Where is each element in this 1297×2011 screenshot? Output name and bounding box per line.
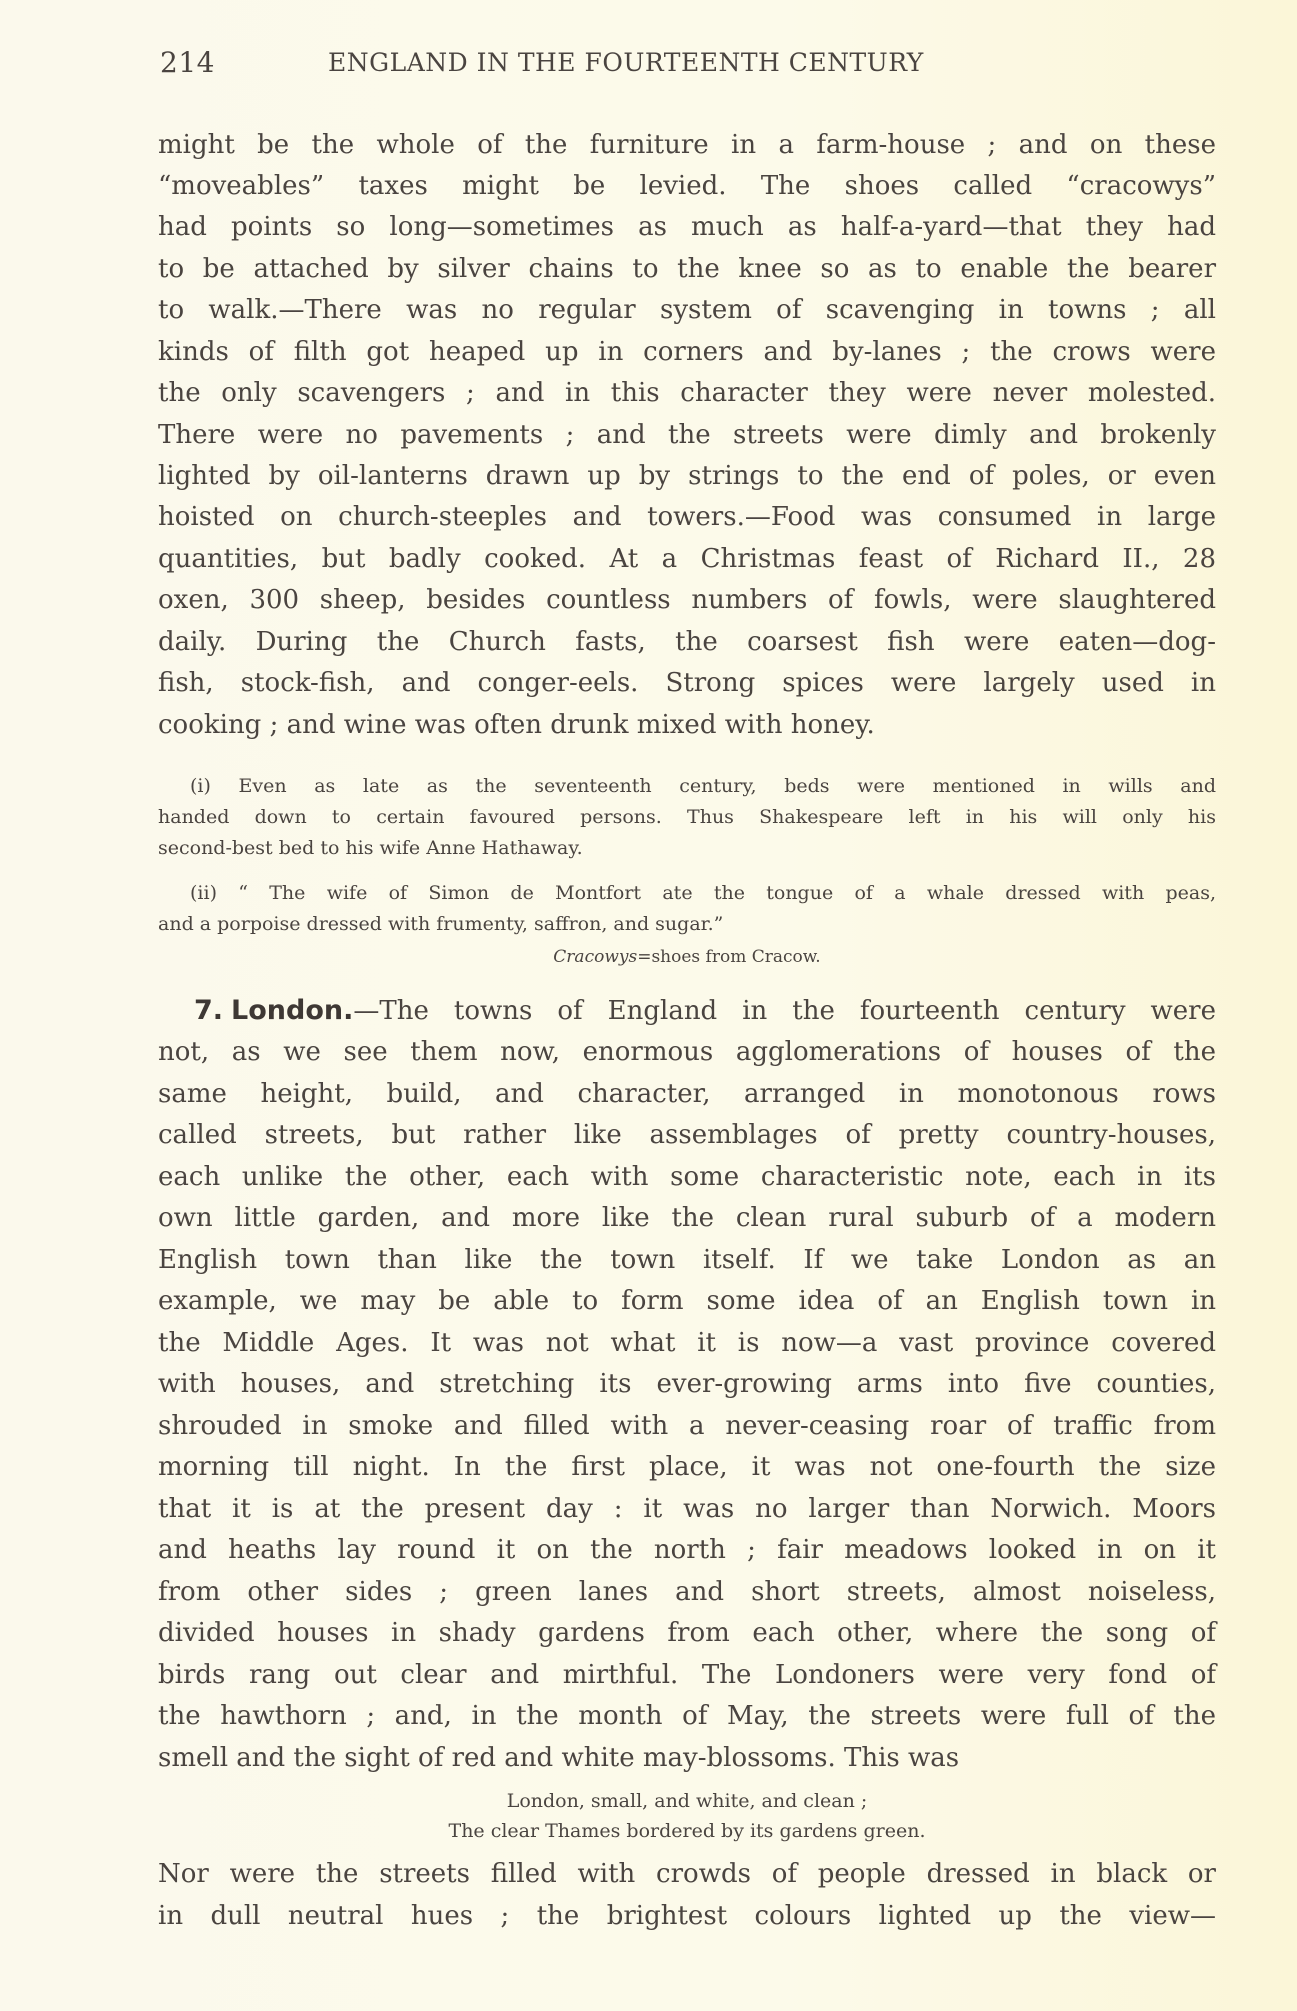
glossary-definition: =shoes from Cracow. <box>637 947 821 967</box>
section-first-line <box>158 994 1216 1028</box>
footnote-line: (ii) “ The wife of Simon de Montfort ate the tongue of a whale dressed with peas, <box>190 882 1216 904</box>
text-line: called streets, but rather like assemblages of pretty country-houses, <box>158 1120 1216 1150</box>
running-title: ENGLAND IN THE FOURTEENTH CENTURY <box>328 48 924 77</box>
text-line: from other sides ; green lanes and short streets, almost noiseless, <box>158 1577 1216 1607</box>
page-number: 214 <box>160 46 215 79</box>
text-line: same height, build, and character, arranged in monotonous rows <box>158 1079 1216 1109</box>
text-line: smell and the sight of red and white may-blossoms. This was <box>158 1743 960 1773</box>
section-number: 7. <box>194 995 224 1026</box>
text-line: each unlike the other, each with some characteristic note, each in its <box>158 1162 1216 1192</box>
footnote-line: second-best bed to his wife Anne Hathaway. <box>158 837 583 859</box>
text-span: —The towns of England in the fourteenth century were <box>353 996 1216 1026</box>
text-line: birds rang out clear and mirthful. The Londoners were very fond of <box>158 1660 1216 1690</box>
footnote-line: handed down to certain favoured persons. Thus Shakespeare left in his will only his <box>158 806 1216 828</box>
text-line: daily. During the Church fasts, the coarsest fish were eaten—dog- <box>158 627 1216 657</box>
text-line: shrouded in smoke and filled with a never-ceasing roar of traffic from <box>158 1411 1216 1441</box>
text-line: example, we may be able to form some idea of an English town in <box>158 1286 1216 1316</box>
text-line: lighted by oil-lanterns drawn up by strings to the end of poles, or even <box>158 461 1216 491</box>
text-line: quantities, but badly cooked. At a Christmas feast of Richard II., 28 <box>158 544 1216 574</box>
text-line: own little garden, and more like the clean rural suburb of a modern <box>158 1203 1216 1233</box>
text-line: hoisted on church-steeples and towers.—Food was consumed in large <box>158 502 1216 532</box>
glossary-note <box>158 945 1216 969</box>
text-line: with houses, and stretching its ever-growing arms into five counties, <box>158 1369 1216 1399</box>
section-title: London. <box>231 995 354 1026</box>
text-line: cooking ; and wine was often drunk mixed with honey. <box>158 710 875 740</box>
text-line: to be attached by silver chains to the knee so as to enable the bearer <box>158 254 1216 284</box>
footnote-line: (i) Even as late as the seventeenth century, beds were mentioned in wills and <box>190 775 1216 797</box>
glossary-term: Cracowys <box>553 947 638 967</box>
text-line: might be the whole of the furniture in a farm-house ; and on these <box>158 130 1216 160</box>
text-line: morning till night. In the first place, it was not one-fourth the size <box>158 1452 1216 1482</box>
verse-line: London, small, and white, and clean ; <box>506 1790 868 1812</box>
text-line: oxen, 300 sheep, besides countless numbers of fowls, were slaughtered <box>158 585 1216 615</box>
verse-line: The clear Thames bordered by its gardens green. <box>448 1820 926 1842</box>
text-line: had points so long—sometimes as much as half-a-yard—that they had <box>158 212 1216 242</box>
text-line: the only scavengers ; and in this character they were never molested. <box>158 378 1216 408</box>
text-line: and heaths lay round it on the north ; fair meadows looked in on it <box>158 1535 1216 1565</box>
text-line: that it is at the present day : it was no larger than Norwich. Moors <box>158 1494 1216 1524</box>
text-line: There were no pavements ; and the streets were dimly and brokenly <box>158 420 1216 450</box>
text-line: in dull neutral hues ; the brightest colours lighted up the view— <box>158 1901 1216 1931</box>
text-line: kinds of filth got heaped up in corners and by-lanes ; the crows were <box>158 337 1216 367</box>
text-line: to walk.—There was no regular system of scavenging in towns ; all <box>158 295 1216 325</box>
text-line: “moveables” taxes might be levied. The shoes called “cracowys” <box>158 171 1216 201</box>
text-line: Nor were the streets filled with crowds of people dressed in black or <box>158 1859 1216 1889</box>
text-line: not, as we see them now, enormous agglomerations of houses of the <box>158 1037 1216 1067</box>
footnote-line: and a porpoise dressed with frumenty, saffron, and sugar.” <box>158 913 724 935</box>
text-line: the hawthorn ; and, in the month of May, the streets were full of the <box>158 1701 1216 1731</box>
text-line: divided houses in shady gardens from each other, where the song of <box>158 1618 1216 1648</box>
text-line: the Middle Ages. It was not what it is now—a vast province covered <box>158 1328 1216 1358</box>
text-line: fish, stock-fish, and conger-eels. Strong spices were largely used in <box>158 668 1216 698</box>
text-line: English town than like the town itself. If we take London as an <box>158 1245 1216 1275</box>
